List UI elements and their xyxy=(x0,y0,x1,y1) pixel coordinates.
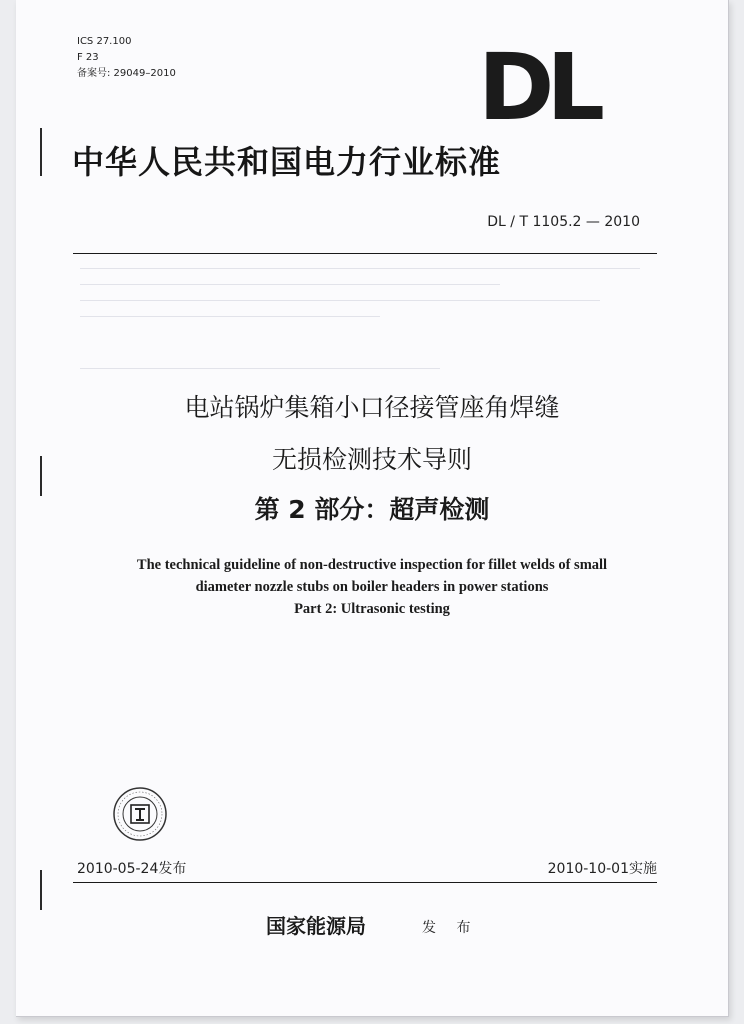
ccs-code: F 23 xyxy=(77,52,99,63)
title-en-line-2: diameter nozzle stubs on boiler headers in power stations xyxy=(195,579,549,595)
standard-title: 中华人民共和国电力行业标准 xyxy=(72,143,502,181)
filing-number: 备案号: 29049–2010 xyxy=(77,68,176,79)
ics-code: ICS 27.100 xyxy=(77,36,132,47)
scan-mark-bottom xyxy=(40,870,42,910)
title-cn-line-3: 第 2 部分：超声检测 xyxy=(254,495,490,524)
show-through-line xyxy=(80,300,600,301)
issue-date: 2010-05-24发布 xyxy=(77,861,187,877)
classification-block xyxy=(77,34,176,82)
dl-logo: DL xyxy=(478,34,597,141)
document-number: DL / T 1105.2 — 2010 xyxy=(487,214,640,230)
effective-date: 2010-10-01实施 xyxy=(547,861,657,877)
show-through-line xyxy=(80,316,380,317)
scan-mark-top xyxy=(40,128,42,176)
show-through-line xyxy=(80,268,640,269)
issuing-authority: 国家能源局 xyxy=(266,914,366,938)
header-rule xyxy=(73,253,657,254)
title-cn-line-1: 电站锅炉集箱小口径接管座角焊缝 xyxy=(184,393,560,422)
publisher-seal-icon xyxy=(112,786,168,842)
publish-label: 发 布 xyxy=(422,920,479,936)
show-through-line xyxy=(80,284,500,285)
title-en-line-1: The technical guideline of non-destructive inspection for fillet welds of small xyxy=(136,557,608,573)
title-cn-line-2: 无损检测技术导则 xyxy=(271,445,472,474)
title-en-line-3: Part 2: Ultrasonic testing xyxy=(294,601,450,617)
footer-rule xyxy=(73,882,657,883)
show-through-line xyxy=(80,368,440,369)
